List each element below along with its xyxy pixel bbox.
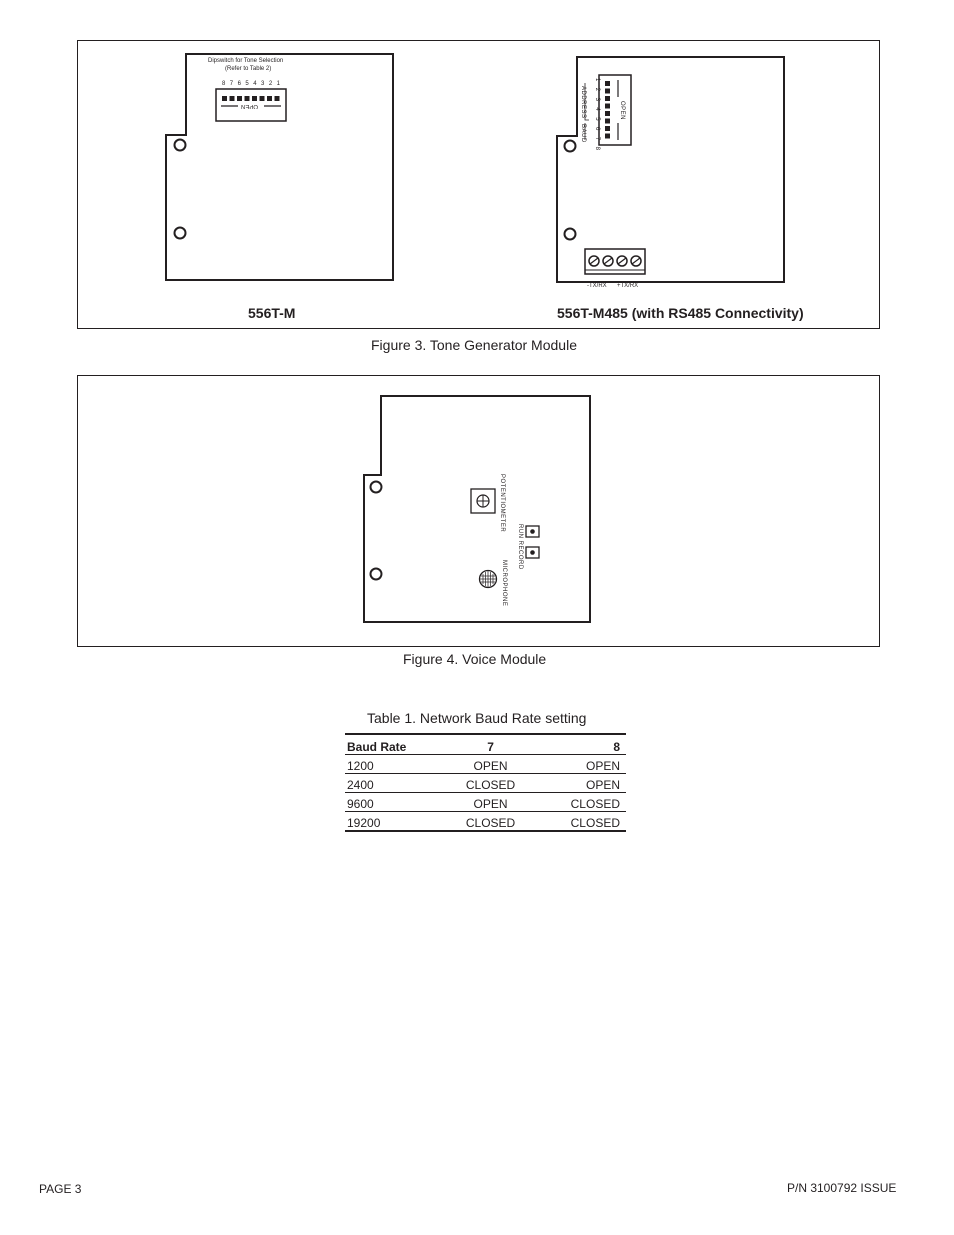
microphone-label: MICROPHONE — [501, 560, 507, 607]
terminal-plus-label: +TX/RX — [617, 283, 639, 289]
table-cell: 1200 — [345, 755, 449, 774]
potentiometer-label: POTENTIOMETER — [499, 474, 505, 533]
table-row — [345, 755, 626, 774]
voice-board-outline — [364, 396, 590, 622]
figure-3-caption: Figure 3. Tone Generator Module — [371, 337, 577, 353]
figure-4-caption: Figure 4. Voice Module — [403, 651, 547, 667]
table-header-row — [345, 734, 626, 755]
column-header: 8 — [532, 734, 626, 755]
table-cell: OPEN — [532, 774, 626, 793]
table-cell: CLOSED — [449, 774, 533, 793]
module-label-556t-m: 556T-M — [248, 305, 296, 321]
table-row — [345, 812, 626, 832]
mount-hole — [371, 569, 382, 580]
terminal-minus-label: -TX/RX — [587, 283, 607, 289]
table-cell: OPEN — [449, 793, 533, 812]
part-number: P/N 3100792 ISSUE — [787, 1181, 897, 1195]
address-label: ADDRESS — [580, 86, 586, 119]
table-row — [345, 793, 626, 812]
dipswitch-subtitle: (Refer to Table 2) — [225, 66, 272, 72]
table-cell: OPEN — [532, 755, 626, 774]
left-switch-open-label: OPEN — [241, 103, 259, 109]
table-cell: 19200 — [345, 812, 449, 832]
right-switch-open-label: OPEN — [619, 101, 625, 121]
mount-hole — [371, 482, 382, 493]
table-cell: CLOSED — [532, 793, 626, 812]
table-cell: CLOSED — [449, 812, 533, 832]
table-cell: OPEN — [449, 755, 533, 774]
column-header: 7 — [449, 734, 533, 755]
dipswitch-title: Dipswitch for Tone Selection — [208, 58, 284, 64]
table-1-title: Table 1. Network Baud Rate setting — [367, 710, 587, 726]
table-cell: 9600 — [345, 793, 449, 812]
baud-label: BAUD — [580, 124, 586, 143]
left-switch-numbers: 8 7 6 5 4 3 2 1 — [222, 81, 282, 87]
page-number: PAGE 3 — [39, 1182, 82, 1196]
run-record-label: RUN RECORD — [517, 524, 523, 570]
table-cell: CLOSED — [532, 812, 626, 832]
module-label-556t-m485: 556T-M485 (with RS485 Connectivity) — [557, 305, 804, 321]
table-cell: 2400 — [345, 774, 449, 793]
baud-rate-table — [345, 733, 626, 832]
column-header: Baud Rate — [345, 734, 449, 755]
table-row — [345, 774, 626, 793]
right-switch-numbers: 1 2 3 4 5 6 7 8 — [594, 78, 600, 153]
